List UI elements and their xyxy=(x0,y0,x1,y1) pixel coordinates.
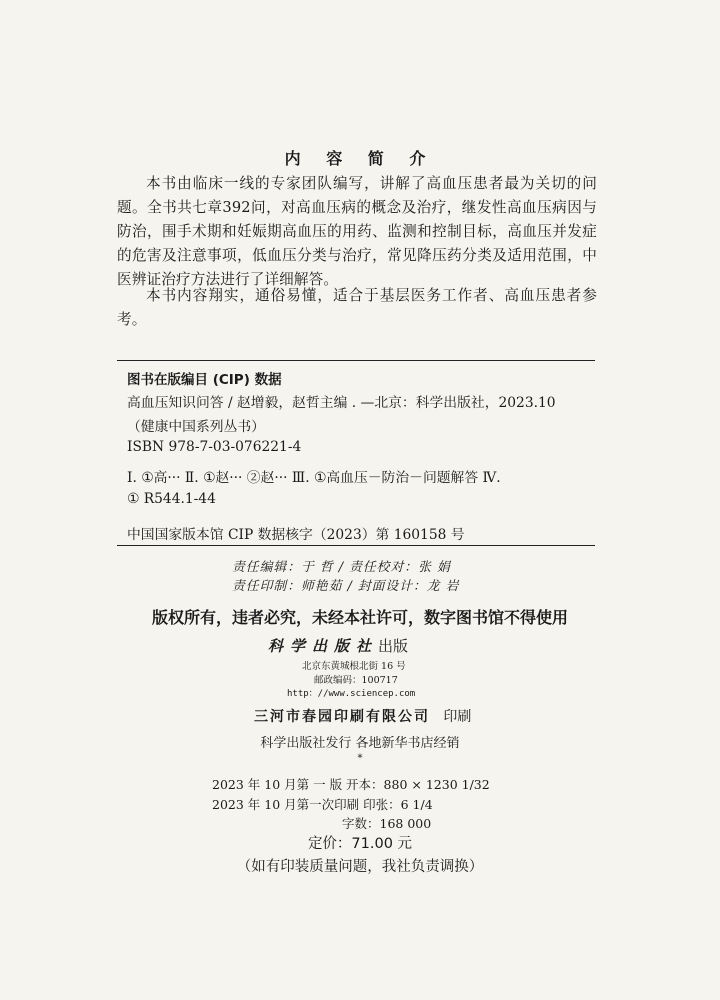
cip-line-classification: ① R544.1-44 xyxy=(127,491,216,507)
cip-line-record-number: 中国国家版本馆 CIP 数据核字（2023）第 160158 号 xyxy=(127,527,465,543)
summary-paragraph-2: 本书内容翔实，通俗易懂，适合于基层医务工作者、高血压患者参考。 xyxy=(117,287,597,328)
word-count-line: 字数：168 000 xyxy=(342,816,432,831)
publisher-line xyxy=(268,635,408,656)
cip-line-series: （健康中国系列丛书） xyxy=(127,419,265,435)
distribution-line: 科学出版社发行 各地新华书店经销 xyxy=(260,736,460,751)
separator-star: * xyxy=(357,753,363,764)
printing-sheets-line: 2023 年 10 月第一次印刷 印张：6 1/4 xyxy=(212,797,433,812)
publisher-logo: 科学出版社 xyxy=(268,637,379,655)
cip-line-title: 高血压知识问答 / 赵增毅，赵哲主编 . —北京：科学出版社，2023.10 xyxy=(127,395,556,411)
quality-note: （如有印装质量问题，我社负责调换） xyxy=(236,859,484,875)
copyright-notice: 版权所有，违者必究，未经本社许可，数字图书馆不得使用 xyxy=(151,608,568,627)
publisher-address: 北京东黄城根北街 16 号 xyxy=(302,661,406,672)
cip-line-isbn: ISBN 978-7-03-076221-4 xyxy=(127,439,302,455)
production-credits: 责任印制：师艳茹 / 封面设计：龙 岩 xyxy=(232,579,460,594)
printer-suffix: 印刷 xyxy=(443,709,472,725)
edition-format-line: 2023 年 10 月第 一 版 开本：880 × 1230 1/32 xyxy=(212,777,490,792)
printer-name: 三河市春园印刷有限公司 xyxy=(254,709,430,725)
summary-title: 内 容 简 介 xyxy=(284,149,436,168)
cip-heading: 图书在版编目 (CIP) 数据 xyxy=(127,372,282,388)
publisher-suffix: 出版 xyxy=(378,637,409,655)
cip-bottom-rule xyxy=(117,545,595,546)
publisher-zip: 邮政编码：100717 xyxy=(314,675,398,686)
summary-paragraph-1: 本书由临床一线的专家团队编写，讲解了高血压患者最为关切的问题。全书共七章392问，对高血压病的概念及治疗，继发性高血压病因与防治，围手术期和妊娠期高血压的用药、监测和控制目标，高血压并发症的危害及注意事项，低血压分类与治疗，常见降压药分类及适用范围，中医辨证治疗方法进行了详细解答。 xyxy=(117,175,597,288)
price: 定价：71.00 元 xyxy=(307,836,413,852)
cip-top-rule xyxy=(117,360,595,361)
cip-line-subjects: Ⅰ. ①高··· Ⅱ. ①赵··· ②赵··· Ⅲ. ①高血压－防治－问题解答 Ⅳ. xyxy=(127,470,501,486)
editor-credits: 责任编辑：于 哲 / 责任校对：张 娟 xyxy=(232,560,451,575)
publisher-url: http：//www.sciencep.com xyxy=(287,689,416,699)
printer-line xyxy=(254,706,471,726)
